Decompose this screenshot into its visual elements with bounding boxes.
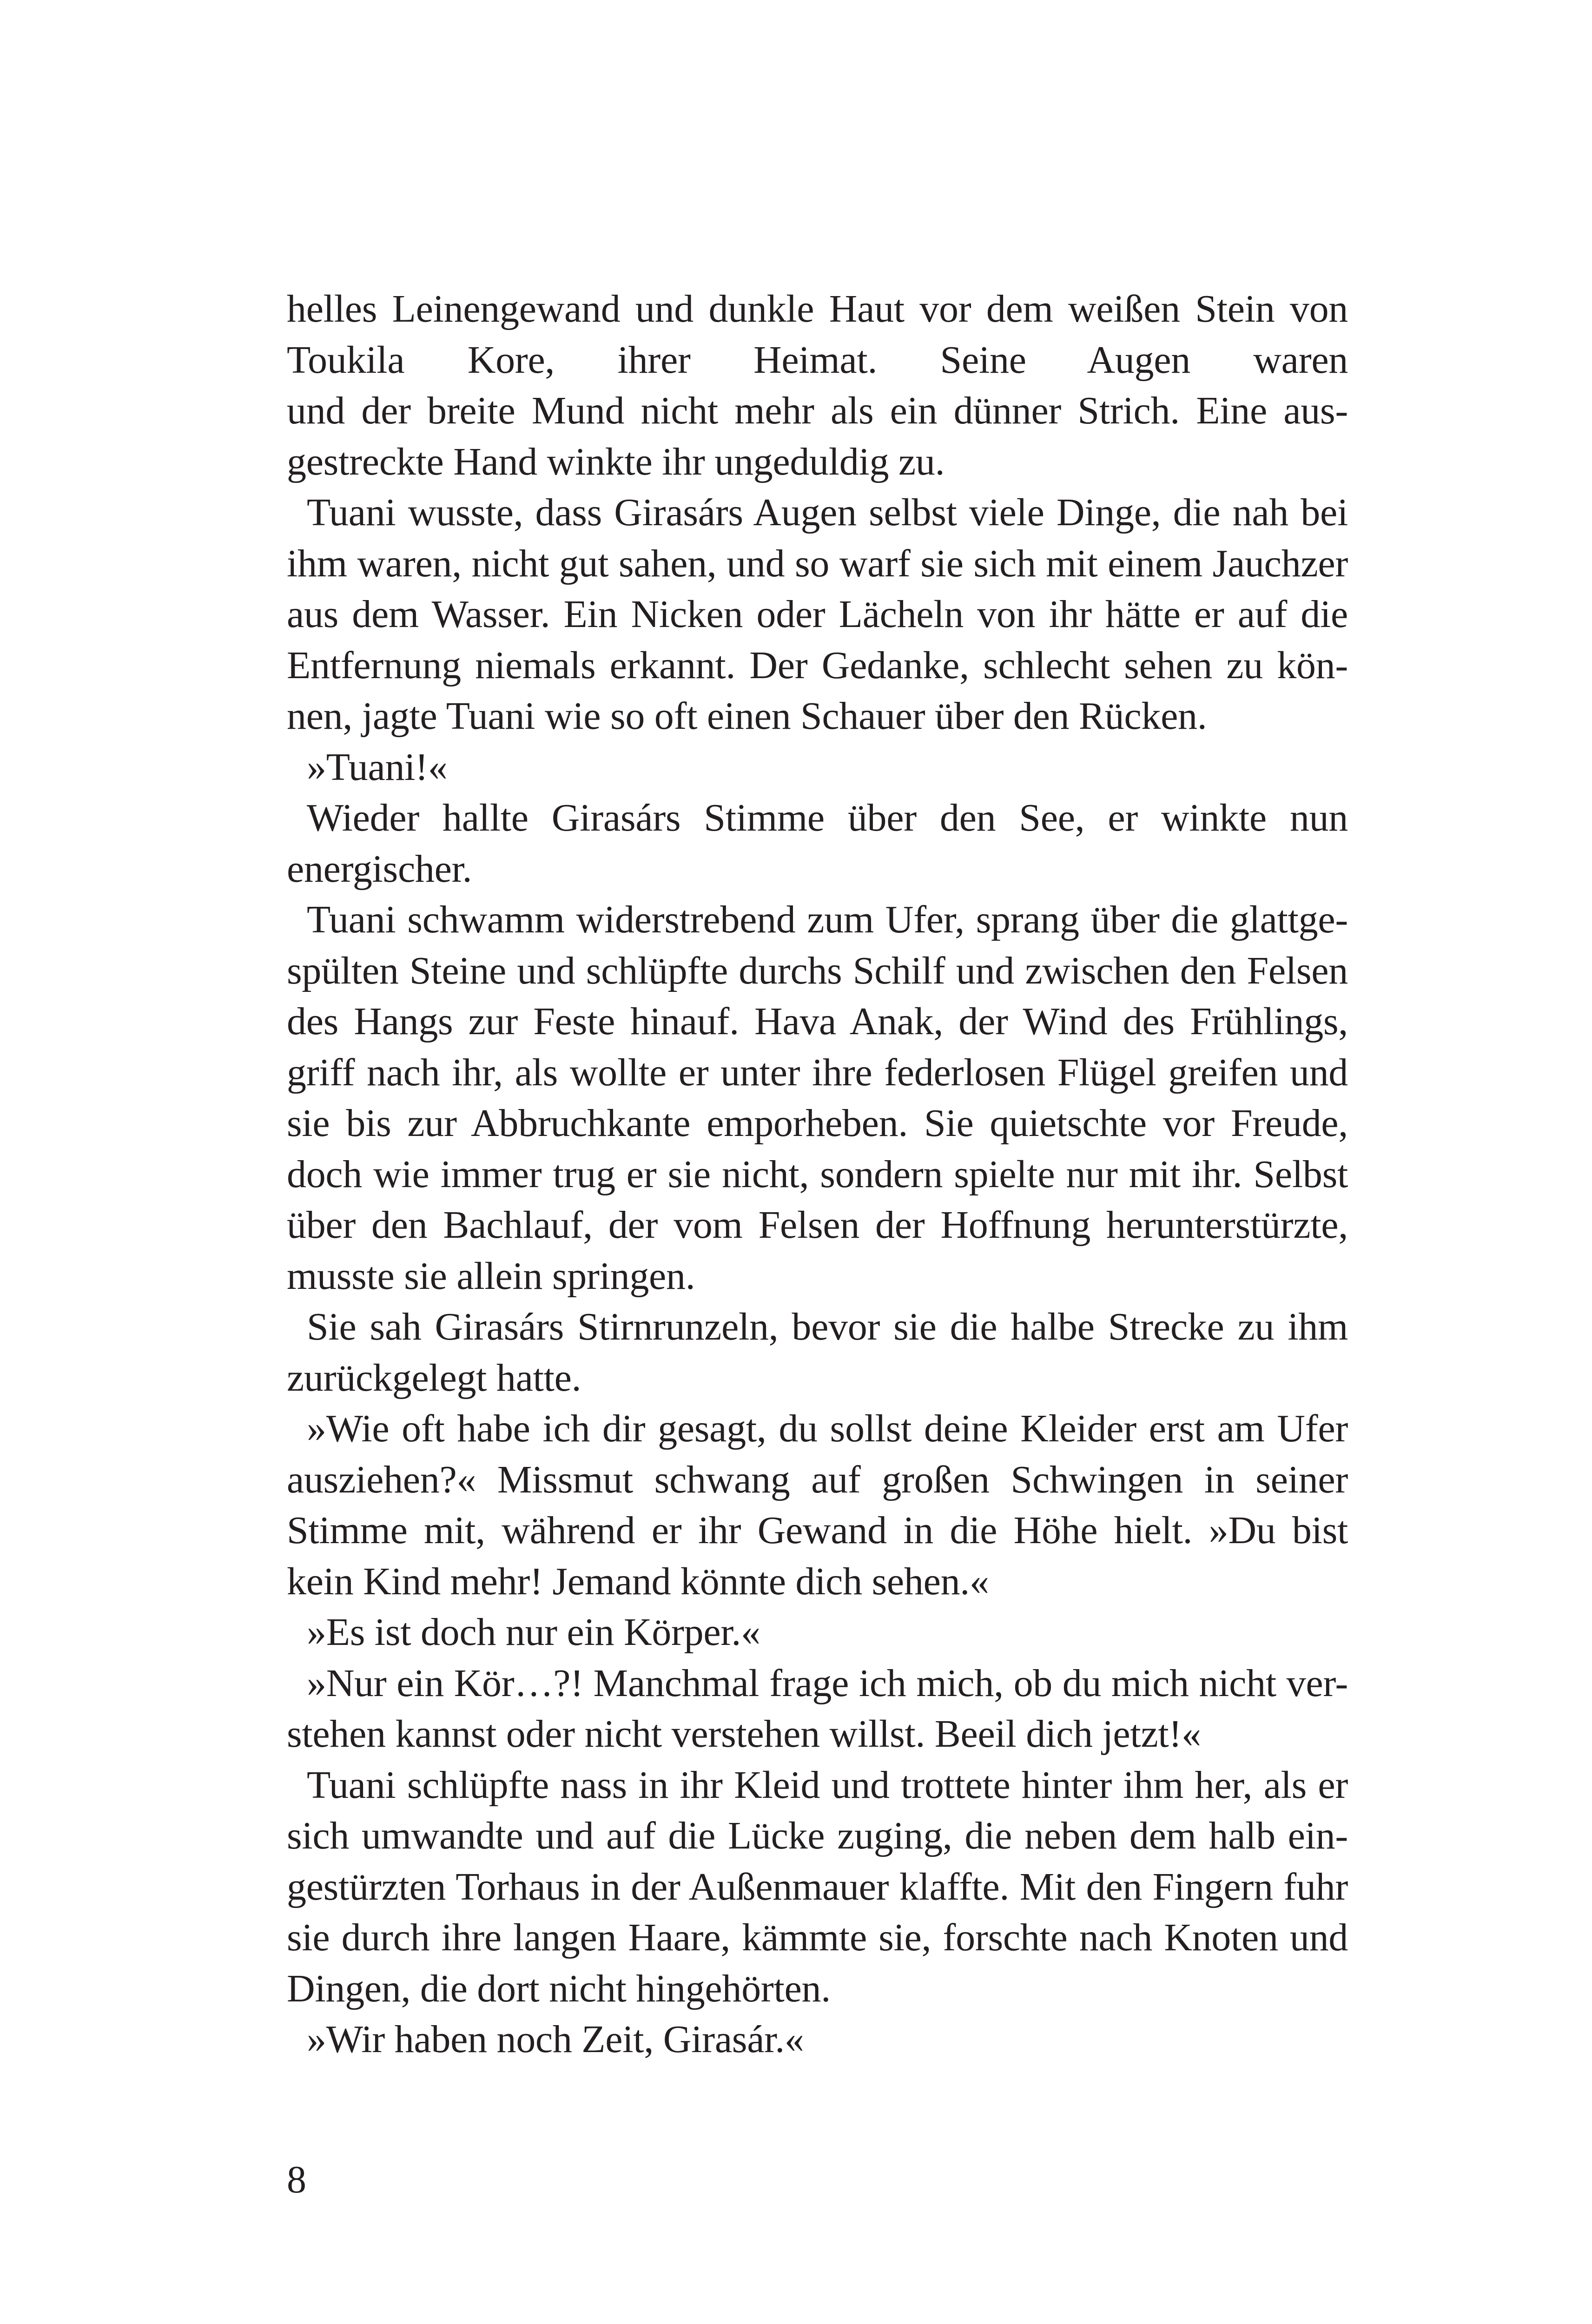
text-line: »Nur ein Kör…?! Manchmal frage ich mich, ob du mich nicht ver- [307,1661,1348,1705]
paragraph [287,487,1348,742]
text-line: kein Kind mehr! Jemand könnte dich sehen.« [287,1559,989,1603]
text-line: Toukila Kore, ihrer Heimat. Seine Augen waren [287,338,1348,382]
text-line: »Tuani!« [307,745,448,789]
text-line: spülten Steine und schlüpfte durchs Schilf und zwischen den Felsen [287,949,1348,992]
text-line: energischer. [287,847,472,891]
text-line: Tuani schwamm widerstrebend zum Ufer, sprang über die glattge- [307,898,1348,941]
text-line: Tuani schlüpfte nass in ihr Kleid und trottete hinter ihm her, als er [307,1763,1348,1807]
paragraph [287,2014,1348,2065]
paragraph [287,1658,1348,1760]
text-line: Wieder hallte Girasárs Stimme über den See, er winkte nun [307,796,1348,839]
paragraph [287,1607,1348,1658]
text-line: gestürzten Torhaus in der Außenmauer klaffte. Mit den Fingern fuhr [287,1865,1348,1908]
text-line: »Es ist doch nur ein Körper.« [307,1611,760,1654]
paragraph [287,1301,1348,1403]
text-line: nen, jagte Tuani wie so oft einen Schauer über den Rücken. [287,694,1207,738]
text-line: stehen kannst oder nicht verstehen willst. Beeil dich jetzt!« [287,1712,1201,1756]
text-line: gestreckte Hand winkte ihr ungeduldig zu. [287,440,945,483]
body-text [287,284,1348,2065]
text-line: doch wie immer trug er sie nicht, sondern spielte nur mit ihr. Selbst [287,1152,1348,1196]
text-line: sie bis zur Abbruchkante emporheben. Sie quietschte vor Freude, [287,1102,1348,1145]
text-line: über den Bachlauf, der vom Felsen der Hoffnung herunterstürzte, [287,1203,1348,1247]
text-line: ihm waren, nicht gut sahen, und so warf sie sich mit einem Jauchzer [287,541,1348,585]
text-line: des Hangs zur Feste hinauf. Hava Anak, der Wind des Frühlings, [287,1000,1348,1043]
text-line: zurückgelegt hatte. [287,1356,581,1400]
paragraph [287,1760,1348,2014]
paragraph [287,1403,1348,1607]
text-line: Dingen, die dort nicht hingehörten. [287,1967,831,2010]
text-line: Stimme mit, während er ihr Gewand in die Höhe hielt. »Du bist [287,1509,1348,1552]
text-line: griff nach ihr, als wollte er unter ihre federlosen Flügel greifen und [287,1050,1348,1094]
text-line: Sie sah Girasárs Stirnrunzeln, bevor sie die halbe Strecke zu ihm [307,1305,1348,1348]
paragraph [287,792,1348,894]
text-line: »Wie oft habe ich dir gesagt, du sollst deine Kleider erst am Ufer [307,1407,1348,1450]
paragraph [287,742,1348,793]
text-line: ausziehen?« Missmut schwang auf großen Schwingen in seiner [287,1458,1348,1501]
text-line: Tuani wusste, dass Girasárs Augen selbst viele Dinge, die nah bei [307,491,1348,534]
paragraph [287,284,1348,487]
paragraph [287,894,1348,1301]
text-line: musste sie allein springen. [287,1254,695,1298]
text-line: Entfernung niemals erkannt. Der Gedanke, schlecht sehen zu kön- [287,643,1348,687]
text-line: helles Leinengewand und dunkle Haut vor dem weißen Stein von [287,287,1348,330]
page-number: 8 [287,2158,306,2201]
text-line: aus dem Wasser. Ein Nicken oder Lächeln von ihr hätte er auf die [287,593,1348,636]
text-line: sich umwandte und auf die Lücke zuging, die neben dem halb ein- [287,1814,1348,1857]
text-line: sie durch ihre langen Haare, kämmte sie, forschte nach Knoten und [287,1916,1348,1959]
text-line: »Wir haben noch Zeit, Girasár.« [307,2018,804,2061]
text-line: und der breite Mund nicht mehr als ein dünner Strich. Eine aus- [287,389,1348,432]
